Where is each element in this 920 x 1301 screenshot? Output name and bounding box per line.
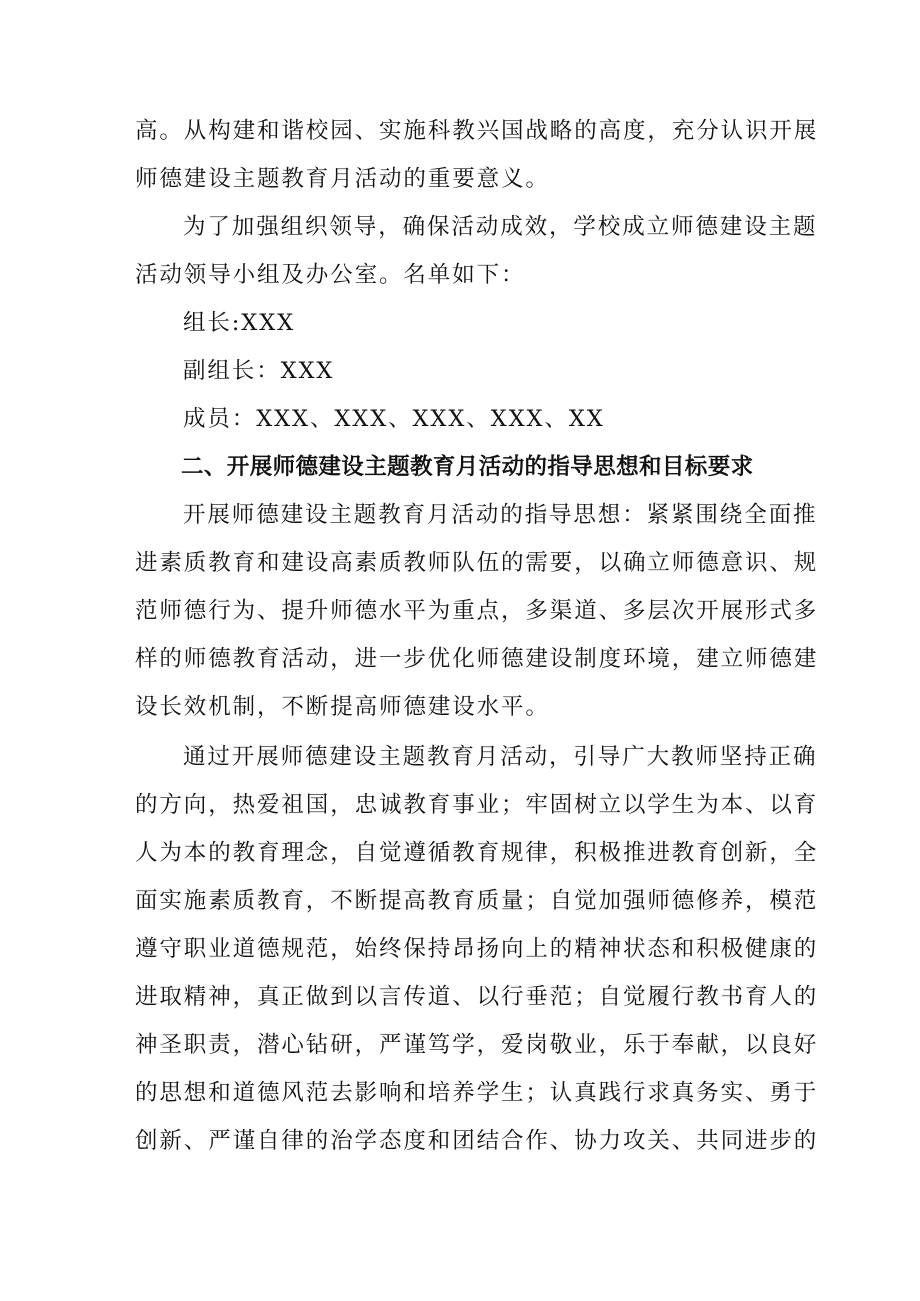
paragraph-line: 样的师德教育活动，进一步优化师德建设制度环境，建立师德建 [135, 646, 819, 672]
deputy-leader-line: 副组长：XXX [183, 358, 335, 384]
paragraph-line: 的方向，热爱祖国，忠诚教育事业；牢固树立以学生为本、以育 [135, 792, 819, 818]
paragraph-line: 通过开展师德建设主题教育月活动，引导广大教师坚持正确 [183, 744, 818, 770]
paragraph-line: 师德建设主题教育月活动的重要意义。 [135, 166, 550, 192]
paragraph-line: 人为本的教育理念，自觉遵循教育规律，积极推进教育创新，全 [135, 840, 819, 866]
paragraph-line: 面实施素质教育，不断提高教育质量；自觉加强师德修养，模范 [135, 888, 819, 914]
paragraph-line: 创新、严谨自律的治学态度和团结合作、协力攻关、共同进步的 [135, 1128, 819, 1154]
paragraph-line: 设长效机制，不断提高师德建设水平。 [135, 694, 550, 720]
paragraph-line: 进素质教育和建设高素质教师队伍的需要，以确立师德意识、规 [135, 550, 819, 576]
paragraph-line: 高。从构建和谐校园、实施科教兴国战略的高度，充分认识开展 [135, 118, 819, 144]
paragraph-line: 范师德行为、提升师德水平为重点，多渠道、多层次开展形式多 [135, 598, 819, 624]
paragraph-line: 神圣职责，潜心钻研，严谨笃学，爱岗敬业，乐于奉献，以良好 [135, 1032, 819, 1058]
paragraph-line: 的思想和道德风范去影响和培养学生；认真践行求真务实、勇于 [135, 1080, 819, 1106]
paragraph-line: 为了加强组织领导，确保活动成效，学校成立师德建设主题 [183, 214, 818, 240]
paragraph-line: 开展师德建设主题教育月活动的指导思想：紧紧围绕全面推 [183, 502, 818, 528]
paragraph-line: 活动领导小组及办公室。名单如下： [135, 262, 526, 288]
group-leader-line: 组长:XXX [183, 310, 296, 336]
section-heading: 二、开展师德建设主题教育月活动的指导思想和目标要求 [181, 454, 754, 480]
paragraph-line: 进取精神，真正做到以言传道、以行垂范；自觉履行教书育人的 [135, 984, 819, 1010]
paragraph-line: 遵守职业道德规范，始终保持昂扬向上的精神状态和积极健康的 [135, 936, 819, 962]
members-line: 成员：XXX、XXX、XXX、XXX、XX [183, 406, 605, 432]
